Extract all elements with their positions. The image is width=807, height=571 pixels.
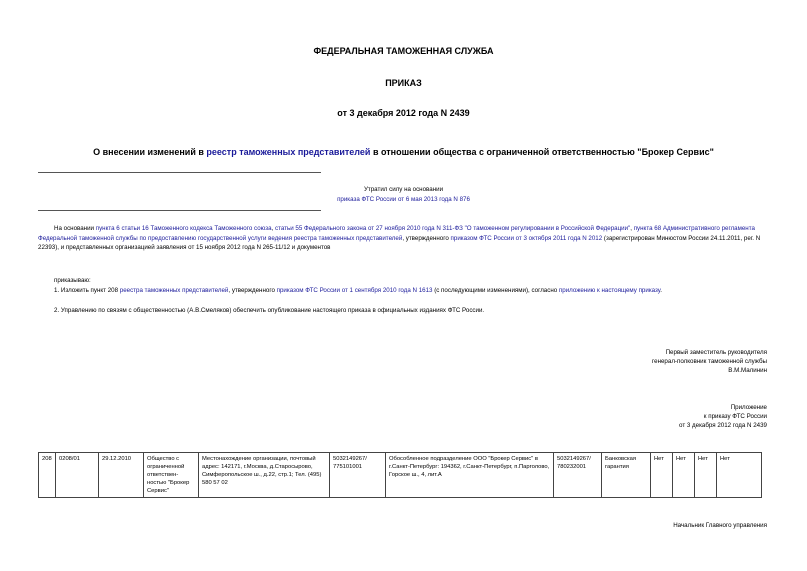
cell-flag-1: Нет <box>651 453 673 498</box>
document-date-number: от 3 декабря 2012 года N 2439 <box>337 108 470 118</box>
divider-bottom <box>38 210 321 211</box>
appendix-date: от 3 декабря 2012 года N 2439 <box>679 422 767 429</box>
signature-rank: генерал-полковник таможенной службы <box>652 358 767 365</box>
fts-order-1613-link[interactable]: приказом ФТС России от 1 сентября 2010 года N 1613 <box>276 287 433 294</box>
cell-branch-inn-kpp: 5032149267/ 780232001 <box>554 453 602 498</box>
federal-law-link[interactable]: статьи 55 Федерального закона от 27 ноября 2010 года N 311-ФЗ "О таможенном регулировании в Российской Федерации" <box>275 225 631 232</box>
appendix-ref: к приказу ФТС России <box>703 413 767 420</box>
cell-address: Местонахождение организации, почтовый адрес: 142171, г.Москва, д.Старосырово, Симферопольское ш., д.22, стр.1; Тел. (495) 580 57 02 <box>199 453 330 498</box>
cell-inn-kpp: 5032149267/ 775101001 <box>330 453 386 498</box>
status-text: Утратил силу на основании <box>363 186 444 193</box>
repeal-order-link[interactable]: приказа ФТС России от 6 мая 2013 года N 876 <box>337 195 470 203</box>
footer-signature: Начальник Главного управления <box>673 522 767 529</box>
order-verb: приказываю: <box>54 277 91 284</box>
appendix-title: Приложение <box>730 404 767 411</box>
customs-code-link[interactable]: пункта 6 статьи 16 Таможенного кодекса Таможенного союза <box>95 225 272 232</box>
document-title <box>0 147 807 157</box>
title-prefix: О внесении изменений в <box>93 147 207 157</box>
signature-name: В.М.Малинин <box>728 367 767 374</box>
registry-link-2[interactable]: реестра таможенных представителей <box>119 287 229 294</box>
cell-branch: Обособленное подразделение ООО "Брокер Сервис" в г.Санкт-Петербург: 194362, г.Санкт-Петербург, п.Парголово, Горское ш., 4, лит.А <box>386 453 554 498</box>
cell-registry-number: 0208/01 <box>56 453 99 498</box>
order-item-1: 1. Изложить пункт 208 реестра таможенных представителей, утвержденного приказом ФТС России от 1 сентября 2010 года N 1613 (с последующими изменениями), согласно приложению к настоящему приказу. <box>54 287 663 294</box>
preamble-paragraph: На основании пункта 6 статьи 16 Таможенного кодекса Таможенного союза, статьи 55 Федерального закона от 27 ноября 2010 года N 311-ФЗ "О таможенном регулировании в Российской Федерации", пункта 68 Административного регламента Федеральной таможенной службы по предоставлению государственной услуги ведения реестра таможенных представителей, утвержденного приказом ФТС России от 3 октября 2011 года N 2012 (зарегистрирован Минюстом России 24.11.2011, рег. N 22393), и представленных организацией заявления от 15 ноября 2012 года N 265-11/12 и документов <box>38 225 761 251</box>
table-row <box>39 453 762 498</box>
cell-flag-3: Нет <box>695 453 717 498</box>
cell-flag-2: Нет <box>673 453 695 498</box>
signature-position: Первый заместитель руководителя <box>665 349 767 356</box>
registry-link[interactable]: реестр таможенных представителей <box>206 147 371 157</box>
registry-table <box>38 452 762 498</box>
document-type: ПРИКАЗ <box>385 78 422 88</box>
appendix-link[interactable]: приложению к настоящему приказу <box>558 287 661 294</box>
appendix-header <box>679 403 767 430</box>
cell-number: 208 <box>39 453 56 498</box>
cell-guarantee: Банковская гарантия <box>602 453 651 498</box>
regulation-link[interactable]: пункта 68 Административного регламента Федеральной таможенной службы по предоставлению государственной услуги ведения реестра таможенных представителей <box>38 225 755 242</box>
order-item-2: 2. Управлению по связям с общественностью (А.В.Смеляков) обеспечить опубликование настоящего приказа в официальных изданиях ФТС России. <box>54 307 485 314</box>
status-note <box>0 185 807 204</box>
signature-block <box>652 348 767 375</box>
cell-date: 29.12.2010 <box>99 453 144 498</box>
title-suffix: в отношении общества с ограниченной ответственностью "Брокер Сервис" <box>370 147 714 157</box>
agency-name: ФЕДЕРАЛЬНАЯ ТАМОЖЕННАЯ СЛУЖБА <box>313 46 494 56</box>
divider-top <box>38 172 321 173</box>
cell-organization: Общество с ограниченной ответствен-ностью "Брокер Сервис" <box>144 453 199 498</box>
fts-order-2012-link[interactable]: приказом ФТС России от 3 октября 2011 года N 2012 <box>450 234 603 242</box>
cell-flag-4: Нет <box>717 453 762 498</box>
